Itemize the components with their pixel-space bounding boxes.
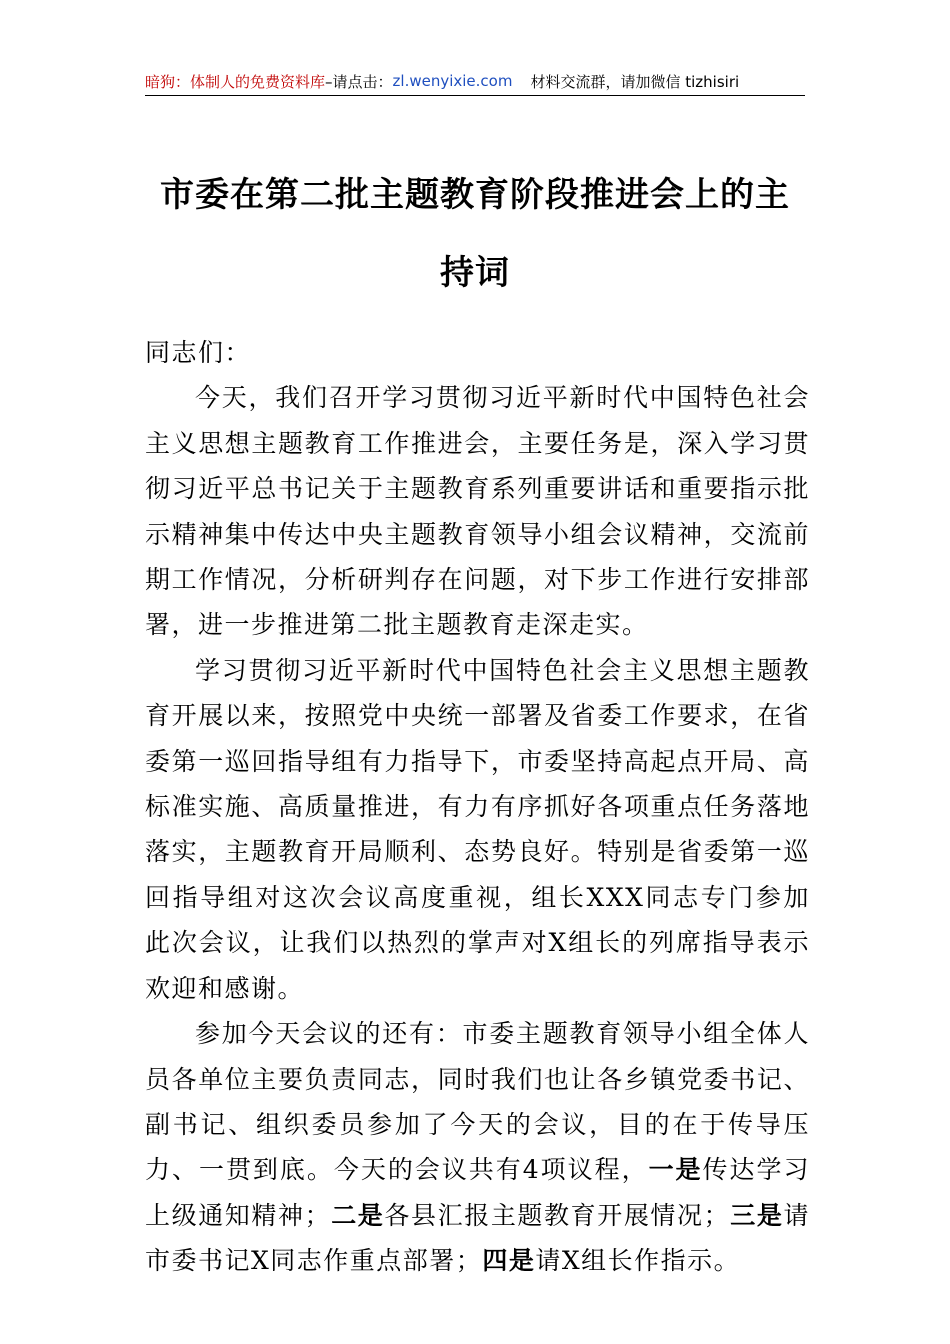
header-group-note: 材料交流群，请加微信 tizhisiri <box>530 72 740 91</box>
header-url-link[interactable]: zl.wenyixie.com <box>392 72 513 90</box>
agenda-item-3-label: 三是 <box>730 1200 784 1230</box>
paragraph-1: 今天，我们召开学习贯彻习近平新时代中国特色社会主义思想主题教育工作推进会，主要任务是，深入学习贯彻习近平总书记关于主题教育系列重要讲话和重要指示批示精神集中传达中央主题教育领导小组会议精神，交流前期工作情况，分析研判存在问题，对下步工作进行安排部署，进一步推进第二批主题教育走深走实。 <box>145 383 810 640</box>
agenda-item-2-label: 二是 <box>331 1200 385 1230</box>
greeting: 同志们： <box>145 338 252 367</box>
agenda-item-4-text: 请X组长作指示。 <box>535 1246 741 1276</box>
header-click-prompt: –请点击： <box>325 72 393 91</box>
header-site-name: 暗狗：体制人的免费资料库 <box>145 72 326 91</box>
paragraph-2: 学习贯彻习近平新时代中国特色社会主义思想主题教育开展以来，按照党中央统一部署及省委工作要求，在省委第一巡回指导组有力指导下，市委坚持高起点开局、高标准实施、高质量推进，有力有序抓好各项重点任务落地落实，主题教育开局顺利、态势良好。特别是省委第一巡回指导组对这次会议高度重视，组长XXX同志专门参加此次会议，让我们以热烈的掌声对X组长的列席指导表示欢迎和感谢。 <box>145 655 810 1003</box>
page-header <box>145 68 805 94</box>
header-divider <box>145 95 805 96</box>
agenda-item-1-label: 一是 <box>648 1155 703 1185</box>
agenda-item-1-text: 传达学习上级通知精神； <box>145 1155 810 1230</box>
document-body <box>145 330 810 1284</box>
agenda-item-3-text: 请市委书记X同志作重点部署； <box>145 1200 810 1276</box>
paragraph-3 <box>145 1011 810 1283</box>
agenda-item-4-label: 四是 <box>482 1246 536 1276</box>
paragraph-3-intro: 参加今天会议的还有：市委主题教育领导小组全体人员各单位主要负责同志，同时我们也让各乡镇党委书记、副书记、组织委员参加了今天的会议，目的在于传导压力、一贯到底。今天的会议共有4项议程， <box>145 1019 810 1185</box>
document-title: 市委在第二批主题教育阶段推进会上的主持词 <box>160 175 790 293</box>
agenda-item-2-text: 各县汇报主题教育开展情况； <box>384 1200 731 1230</box>
